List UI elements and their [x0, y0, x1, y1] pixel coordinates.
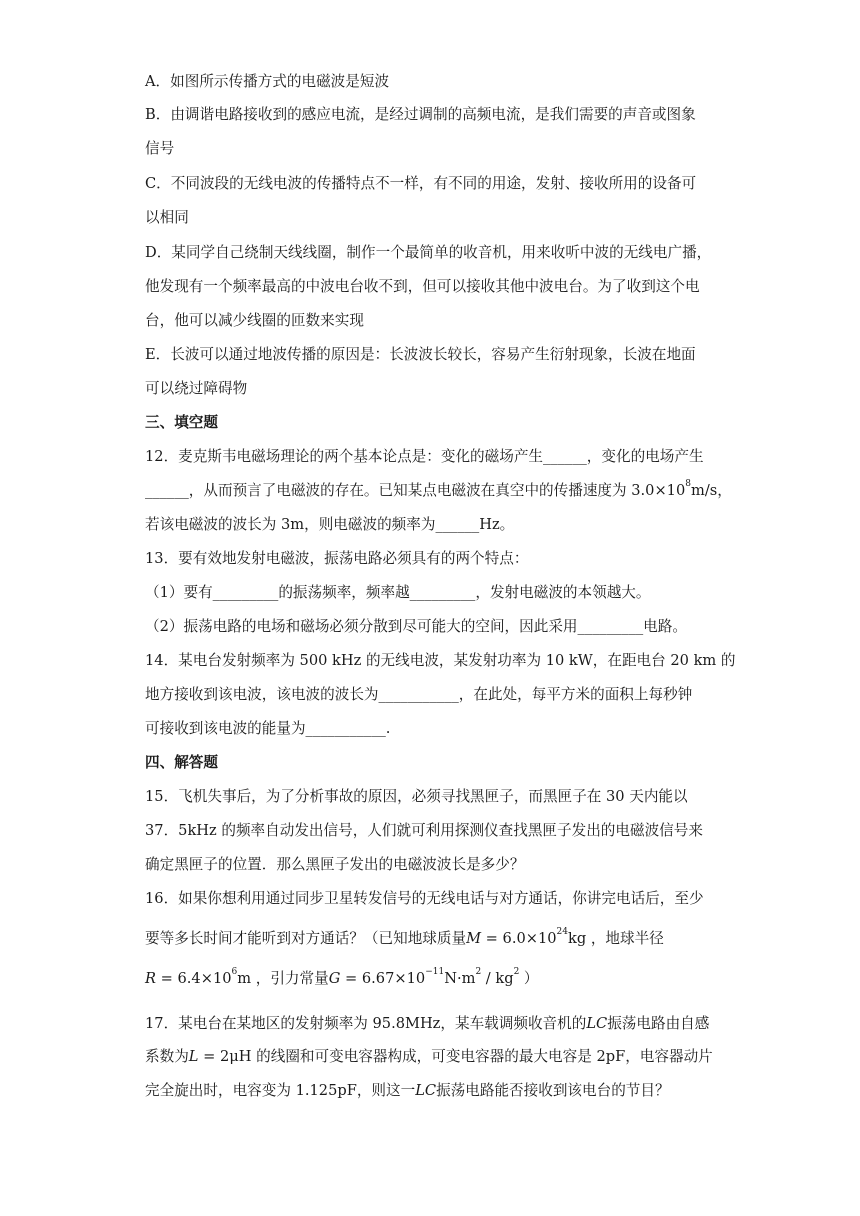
q14-line2: 地方接收到该电波，该电波的波长为___________，在此处，每平方米的面积上每秒钟: [145, 686, 693, 703]
q12-line2: ______，从而预言了电磁波的存在。已知某点电磁波在真空中的传播速度为 $3.0\times 10^8m/s$，: [145, 479, 732, 499]
option-d-line2: 他发现有一个频率最高的中波电台收不到，但可以接收其他中波电台。为了收到这个电: [145, 278, 700, 295]
option-a: A．如图所示传播方式的电磁波是短波: [145, 73, 390, 90]
option-e-line1: E．长波可以通过地波传播的原因是：长波波长较长，容易产生衍射现象，长波在地面: [145, 346, 696, 363]
q17-line2: 系数为L = 2μH 的线圈和可变电容器构成，可变电容器的最大电容是 2pF，电容器动片: [145, 1048, 713, 1065]
option-d-line1: D．某同学自己绕制天线线圈，制作一个最简单的收音机，用来收听中波的无线电广播，: [145, 244, 712, 261]
section-heading-fill-in: 三、填空题: [145, 414, 218, 431]
q15-line3: 确定黑匣子的位置．那么黑匣子发出的电磁波波长是多少？: [145, 856, 525, 873]
q15-line1: 15．飞机失事后，为了分析事故的原因，必须寻找黑匣子，而黑匣子在 30 天内能以: [145, 788, 688, 805]
option-d-line3: 台，他可以减少线圈的匝数来实现: [145, 312, 364, 329]
option-b-line1: B．由调谐电路接收到的感应电流，是经过调制的高频电流，是我们需要的声音或图象: [145, 106, 696, 123]
q16-line3: $R = 6.4\times 10^6m$ ，引力常量$G = 6.67\times 10^{-11}N\cdot m^2 / kg^2$ ）: [145, 967, 539, 987]
q12-line3: 若该电磁波的波长为 3m，则电磁波的频率为______Hz。: [145, 516, 515, 533]
q13-line1: 13．要有效地发射电磁波，振荡电路必须具有的两个特点：: [145, 550, 529, 567]
q16-line1: 16．如果你想利用通过同步卫星转发信号的无线电话与对方通话，你讲完电话后，至少: [145, 890, 704, 907]
q14-line3: 可接收到该电波的能量为___________.: [145, 720, 391, 737]
q16-line2: 要等多长时间才能听到对方通话？（已知地球质量$M = 6.0\times 10^{24}kg$ ，地球半径: [145, 927, 664, 947]
option-c-line1: C．不同波段的无线电波的传播特点不一样，有不同的用途，发射、接收所用的设备可: [145, 175, 697, 192]
q17-line3: 完全旋出时，电容变为 1.125pF，则这一LC振荡电路能否接收到该电台的节目？: [145, 1082, 670, 1099]
option-c-line2: 以相同: [145, 209, 189, 226]
section-heading-answer: 四、解答题: [145, 754, 218, 771]
q17-line1: 17．某电台在某地区的发射频率为 95.8MHz，某车载调频收音机的LC振荡电路由自感: [145, 1015, 710, 1032]
q13-line3: （2）振荡电路的电场和磁场必须分散到尽可能大的空间，因此采用_________电路。: [145, 618, 687, 635]
option-e-line2: 可以绕过障碍物: [145, 380, 248, 397]
option-b-line2: 信号: [145, 140, 175, 157]
q15-line2: 37．5kHz 的频率自动发出信号，人们就可利用探测仪查找黑匣子发出的电磁波信号来: [145, 822, 703, 839]
q14-line1: 14．某电台发射频率为 500 kHz 的无线电波，某发射功率为 10 kW，在距电台 20 km 的: [145, 652, 736, 669]
q13-line2: （1）要有_________的振荡频率，频率越_________，发射电磁波的本领越大。: [145, 584, 651, 601]
q12-line1: 12．麦克斯韦电磁场理论的两个基本论点是：变化的磁场产生______，变化的电场产生: [145, 448, 704, 465]
